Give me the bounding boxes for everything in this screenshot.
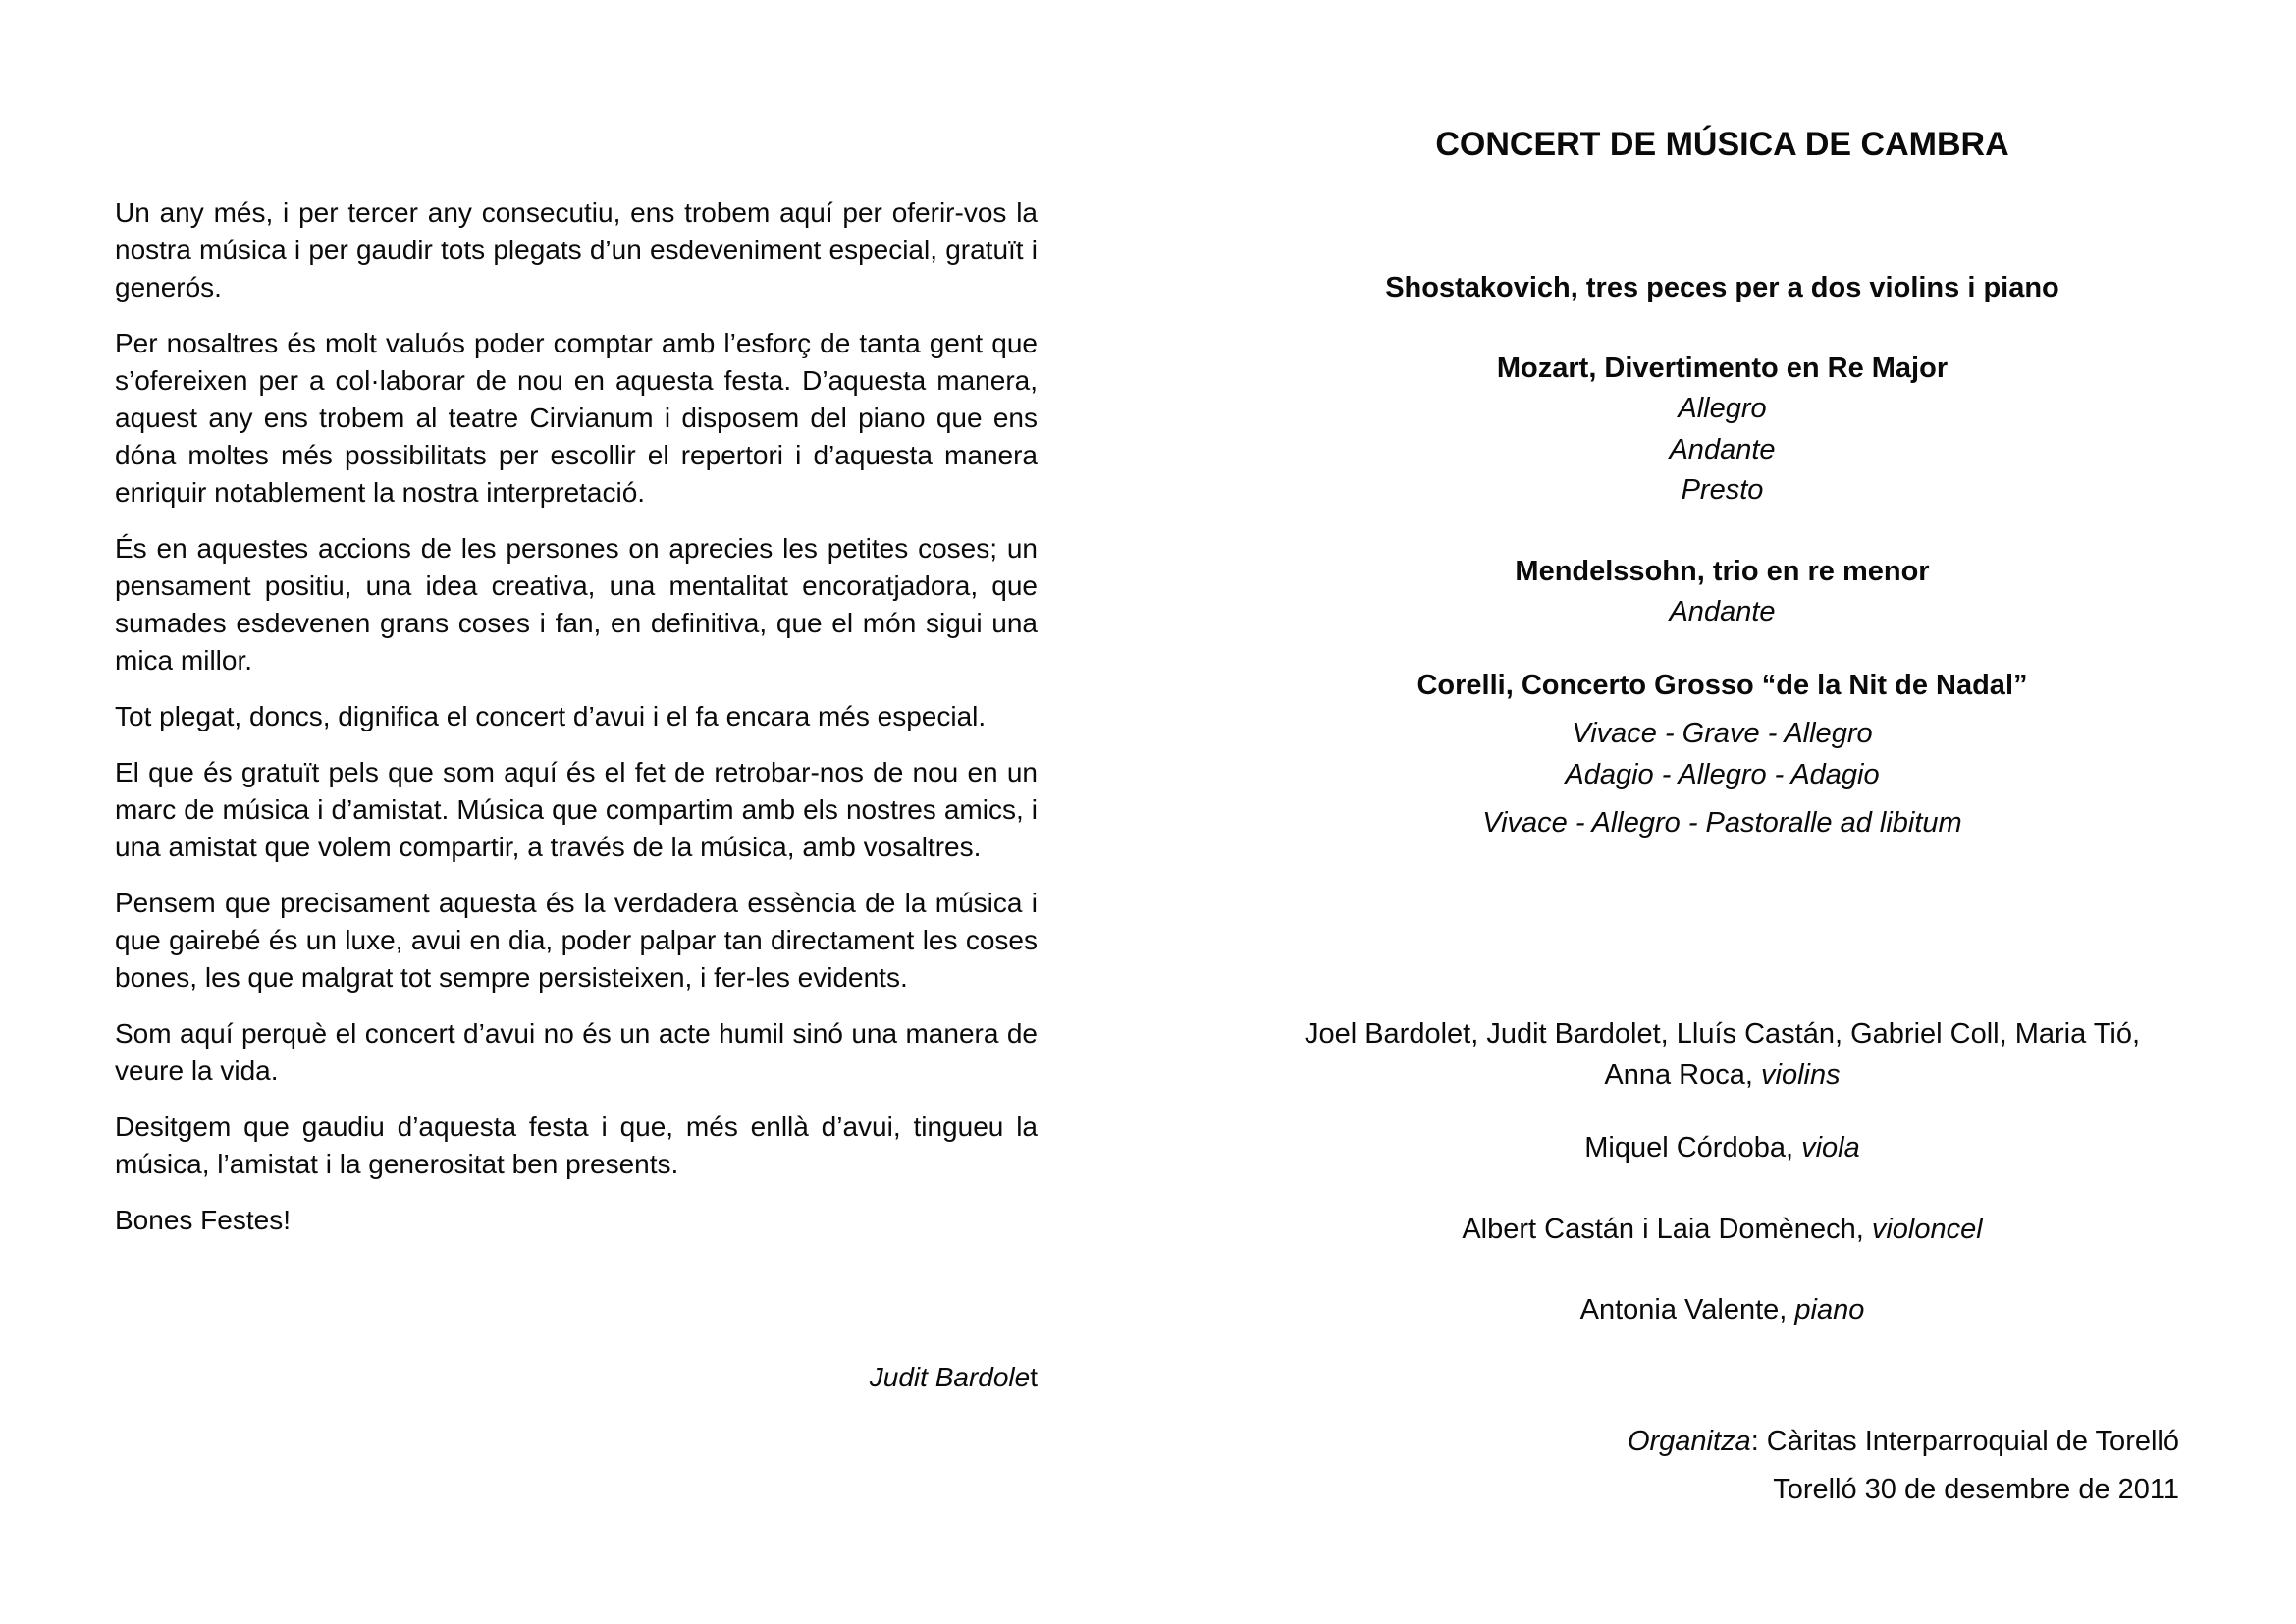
work-title-mozart: Mozart, Divertimento en Re Major (1496, 352, 1949, 384)
movement-presto: Presto (1681, 474, 1764, 506)
performers-violins-line1: Joel Bardolet, Judit Bardolet, Lluís Castán, Gabriel Coll, Maria Tió, (1304, 1018, 2141, 1050)
letter-paragraph: Som aquí perquè el concert d’avui no és un acte humil sinó una manera de veure la vida. (115, 1018, 1038, 1086)
signature-name-italic: Judit Bardole (869, 1362, 1031, 1392)
performer-piano (1148, 1289, 2296, 1330)
instrument-piano: piano (1794, 1294, 1865, 1326)
performer-names: Anna Roca, (1604, 1059, 1753, 1091)
movement-vivace-grave-allegro: Vivace - Grave - Allegro (1572, 718, 1873, 749)
signature-name-regular: t (1030, 1362, 1038, 1392)
letter-signature (115, 1359, 1038, 1396)
movement-andante-mendelssohn: Andante (1669, 596, 1776, 627)
program-title: CONCERT DE MÚSICA DE CAMBRA (1435, 126, 2009, 163)
letter-closing: Bones Festes! (115, 1205, 291, 1235)
letter-paragraph: És en aquestes accions de les persones on aprecies les petites coses; un pensament positiu, una idea creativa, una mentalitat encoratjadora, que sumades esdevenen grans coses i fan, en definitiva, que el món sigui una mica millor. (115, 533, 1038, 676)
performer-names: Albert Castán i Laia Domènech, (1462, 1214, 1864, 1245)
letter-paragraph: El que és gratuït pels que som aquí és el fet de retrobar-nos de nou en un marc de música i d’amistat. Música que compartim amb els nostres amics, i una amistat que volem compartir, a través de la música, amb vosaltres. (115, 757, 1038, 862)
organizer-label: Organitza (1627, 1426, 1751, 1457)
performer-names: Antonia Valente, (1579, 1294, 1788, 1326)
performer-names: Miquel Córdoba, (1584, 1132, 1794, 1164)
performer-violoncel (1148, 1209, 2296, 1250)
organizer-name: : Càritas Interparroquial de Torelló (1750, 1426, 2179, 1457)
movement-vivace-allegro-pastoralle: Vivace - Allegro - Pastoralle ad libitum (1482, 807, 1962, 839)
letter-paragraph: Un any més, i per tercer any consecutiu, ens trobem aquí per oferir-vos la nostra música i per gaudir tots plegats d’un esdeveniment especial, gratuït i generós. (115, 197, 1038, 302)
instrument-viola: viola (1801, 1132, 1860, 1164)
performer-viola (1148, 1127, 2296, 1168)
work-title-corelli: Corelli, Concerto Grosso “de la Nit de Nadal” (1416, 670, 2028, 701)
work-title-shostakovich: Shostakovich, tres peces per a dos violins i piano (1385, 272, 2059, 303)
instrument-violoncel: violoncel (1871, 1214, 1983, 1245)
place-date-line: Torelló 30 de desembre de 2011 (1773, 1474, 2179, 1505)
performers-violins-line2 (1148, 1055, 2296, 1096)
program-footer (1148, 1418, 2179, 1514)
letter-paragraph: Pensem que precisament aquesta és la verdadera essència de la música i que gairebé és un luxe, avui en dia, poder palpar tan directament les coses bones, les que malgrat tot sempre persisteixen, i fer-les evidents. (115, 888, 1038, 993)
movement-andante: Andante (1669, 434, 1776, 465)
work-title-mendelssohn: Mendelssohn, trio en re menor (1515, 556, 1930, 587)
instrument-violins: violins (1761, 1059, 1841, 1091)
movement-allegro: Allegro (1678, 393, 1767, 424)
organizer-line (1148, 1418, 2179, 1466)
letter-paragraph: Desitgem que gaudiu d’aquesta festa i que, més enllà d’avui, tingueu la música, l’amistat i la generositat ben presents. (115, 1111, 1038, 1179)
letter-column (115, 194, 1038, 1396)
letter-paragraph: Per nosaltres és molt valuós poder comptar amb l’esforç de tanta gent que s’ofereixen per a col·laborar de nou en aquesta festa. D’aquesta manera, aquest any ens trobem al teatre Cirvianum i disposem del piano que ens dóna moltes més possibilitats per escollir el repertori i d’aquesta manera enriquir notablement la nostra interpretació. (115, 328, 1038, 508)
letter-paragraph: Tot plegat, doncs, dignifica el concert d’avui i el fa encara més especial. (115, 701, 987, 731)
movement-adagio-allegro-adagio: Adagio - Allegro - Adagio (1565, 759, 1880, 790)
